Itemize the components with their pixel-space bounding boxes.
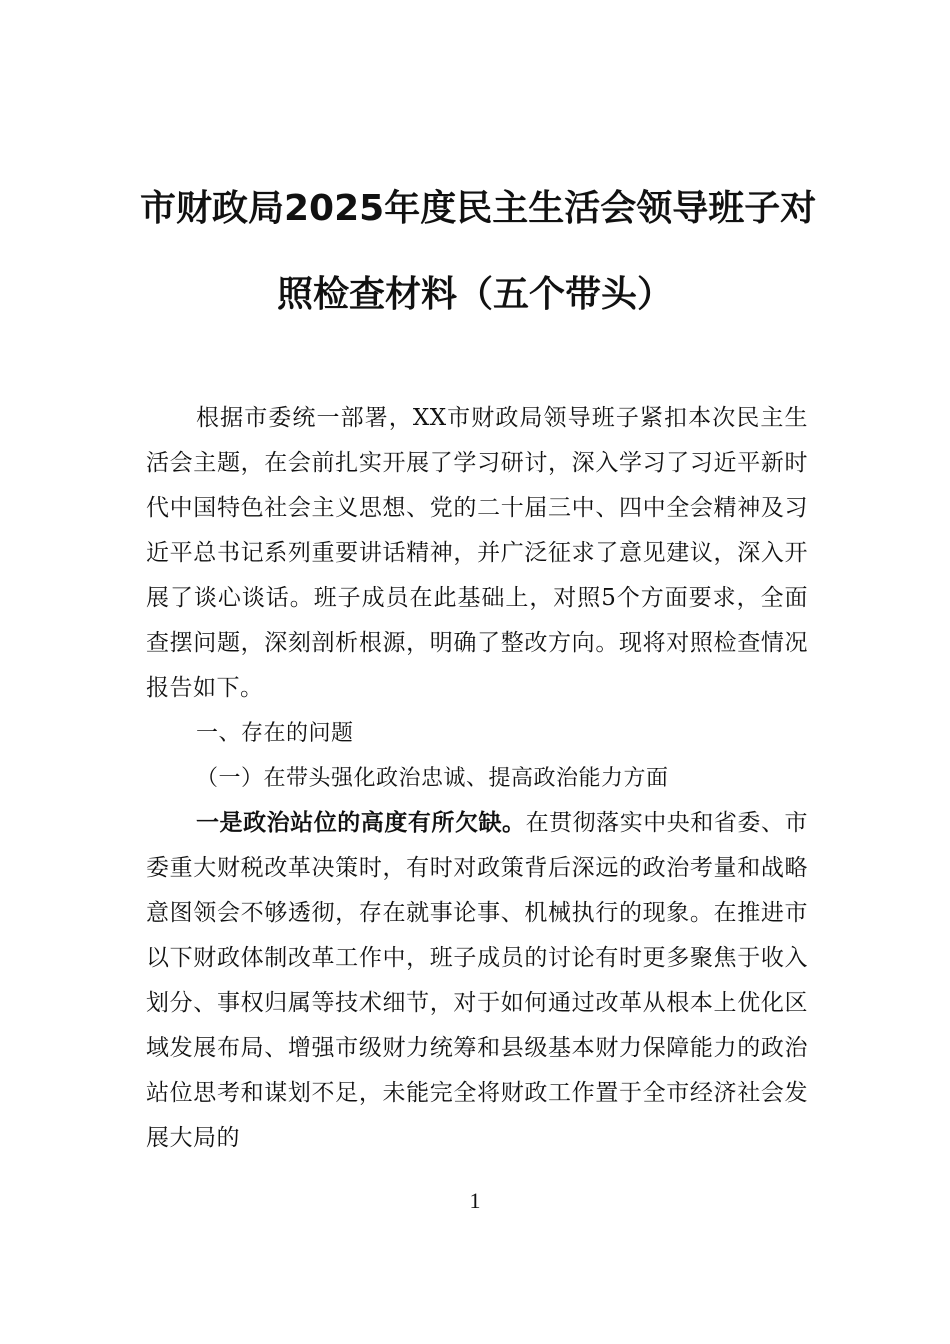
page-number: 1 bbox=[469, 1188, 481, 1213]
title-line-1: 市财政局2025年度民主生活会领导班子对 bbox=[140, 188, 817, 229]
title-line-2: 照检查材料（五个带头） bbox=[276, 274, 673, 315]
point-paragraph bbox=[146, 801, 808, 1161]
point-text: 在贯彻落实中央和省委、市委重大财税改革决策时，有时对政策背后深远的政治考量和战略意图领会不够透彻，存在就事论事、机械执行的现象。在推进市以下财政体制改革工作中，班子成员的讨论有时更多聚焦于收入划分、事权归属等技术细节，对于如何通过改革从根本上优化区域发展布局、增强市级财力统筹和县级基本财力保障能力的政治站位思考和谋划不足，未能完全将财政工作置于全市经济社会发展大局的 bbox=[146, 810, 809, 1151]
document-title bbox=[140, 166, 817, 338]
subsection-heading: （一）在带头强化政治忠诚、提高政治能力方面 bbox=[196, 766, 669, 791]
section-heading: 一、存在的问题 bbox=[196, 721, 354, 746]
document-body bbox=[146, 396, 808, 1161]
intro-paragraph: 根据市委统一部署，XX市财政局领导班子紧扣本次民主生活会主题，在会前扎实开展了学习研讨，深入学习了习近平新时代中国特色社会主义思想、党的二十届三中、四中全会精神及习近平总书记系列重要讲话精神，并广泛征求了意见建议，深入开展了谈心谈话。班子成员在此基础上，对照5个方面要求，全面查摆问题，深刻剖析根源，明确了整改方向。现将对照检查情况报告如下。 bbox=[146, 405, 808, 701]
point-lead: 一是政治站位的高度有所欠缺。 bbox=[196, 810, 526, 836]
